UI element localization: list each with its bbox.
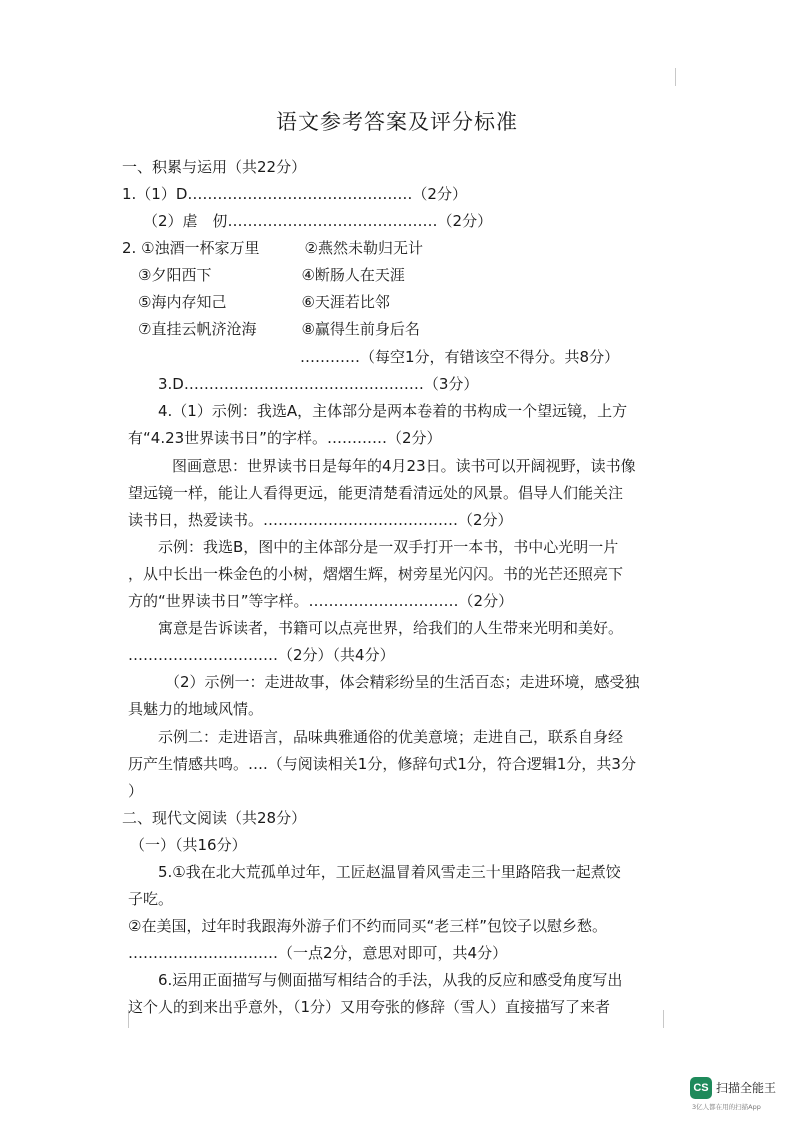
answer-line: 读书日，热爱读书。…………………………………（2分） (128, 511, 513, 529)
answer-line: 示例二：走进语言，品味典雅通俗的优美意境；走进自己，联系自身经 (158, 728, 624, 746)
answer-line: 4.（1）示例：我选A，主体部分是两本卷着的书构成一个望远镜，上方 (158, 402, 628, 420)
answer-line: ⑦直挂云帆济沧海 ⑧赢得生前身后名 (138, 320, 420, 338)
answer-line: 具魅力的地域风情。 (128, 700, 264, 718)
answer-line: 寓意是告诉读者，书籍可以点亮世界，给我们的人生带来光明和美好。 (158, 619, 624, 637)
scoring-note: …………………………（一点2分，意思对即可，共4分） (128, 944, 508, 962)
answer-line: 历产生情感共鸣。….（与阅读相关1分，修辞句式1分，符合逻辑1分，共3分 (128, 755, 636, 773)
answer-line: ） (128, 782, 144, 800)
scan-edge-bottom-right (663, 1010, 664, 1028)
answer-line: 这个人的到来出乎意外，（1分）又用夸张的修辞（雪人）直接描写了来者 (128, 998, 611, 1016)
answer-line: 3.D…………………………………………（3分） (158, 375, 479, 393)
answer-line: 图画意思：世界读书日是每年的4月23日。读书可以开阔视野，读书像 (172, 457, 636, 475)
answer-line: ③夕阳西下 ④断肠人在天涯 (138, 266, 405, 284)
answer-line: ②在美国，过年时我跟海外游子们不约而同买“老三样”包饺子以慰乡愁。 (128, 917, 607, 935)
scan-edge-top-right (675, 68, 676, 86)
answer-line: 望远镜一样，能让人看得更远，能更清楚看清远处的风景。倡导人们能关注 (128, 484, 624, 502)
scoring-note: …………………………（2分）（共4分） (128, 646, 395, 664)
answer-line: ⑤海内存知己 ⑥天涯若比邻 (138, 293, 390, 311)
answer-line: 2. ①浊酒一杯家万里 ②燕然未勒归无计 (122, 239, 423, 257)
answer-line: ，从中长出一株金色的小树，熠熠生辉，树旁星光闪闪。书的光芒还照亮下 (128, 565, 624, 583)
watermark-app-name: 扫描全能王 (716, 1081, 777, 1095)
watermark-tagline: 3亿人都在用的扫描App (692, 1103, 761, 1111)
answer-line: 有“4.23世界读书日”的字样。…………（2分） (128, 429, 442, 447)
answer-line: （2）虐 仞……………………………………（2分） (143, 212, 493, 230)
answer-line: 6.运用正面描写与侧面描写相结合的手法，从我的反应和感受角度写出 (158, 971, 623, 989)
answer-line: 1.（1）D………………………………………（2分） (122, 185, 467, 203)
answer-line: 子吃。 (128, 890, 174, 908)
subsection-heading: （一）（共16分） (130, 836, 247, 854)
scoring-note: …………（每空1分，有错该空不得分。共8分） (300, 348, 620, 366)
answer-line: （2）示例一：走进故事，体会精彩纷呈的生活百态；走进环境，感受独 (165, 673, 640, 691)
section-heading: 二、现代文阅读（共28分） (122, 809, 307, 827)
answer-line: 方的“世界读书日”等字样。…………………………（2分） (128, 592, 514, 610)
document-title: 语文参考答案及评分标准 (276, 110, 518, 134)
camscanner-logo-icon: CS (690, 1077, 712, 1099)
scanner-watermark (690, 1073, 790, 1113)
answer-line: 5.①我在北大荒孤单过年，工匠赵温冒着风雪走三十里路陪我一起煮饺 (158, 863, 621, 881)
answer-line: 示例：我选B，图中的主体部分是一双手打开一本书，书中心光明一片 (158, 538, 619, 556)
section-heading: 一、积累与运用（共22分） (122, 158, 307, 176)
